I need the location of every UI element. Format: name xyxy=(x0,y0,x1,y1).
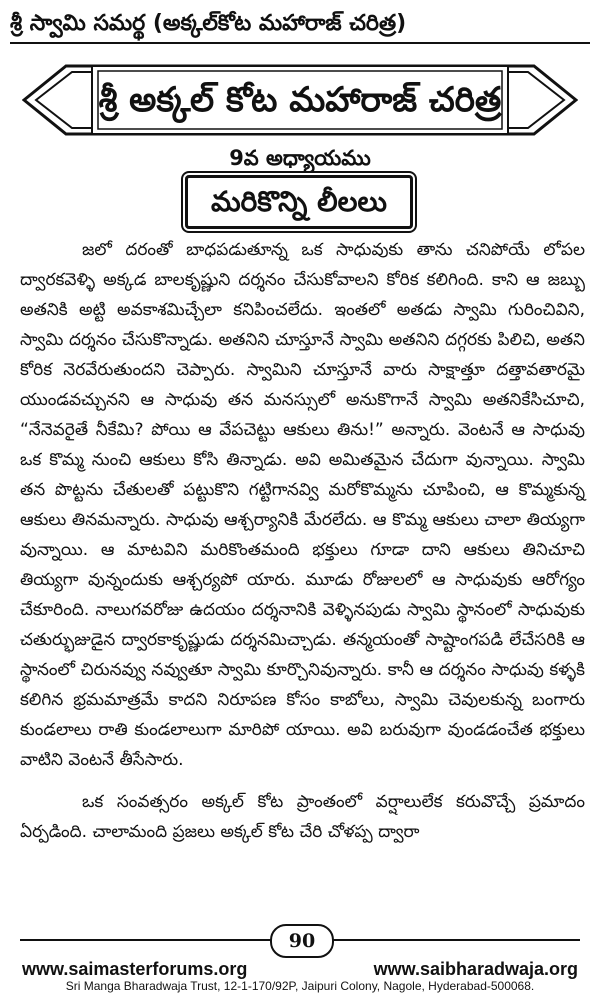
chapter-title-banner xyxy=(22,60,578,140)
footer-link-right[interactable]: www.saibharadwaja.org xyxy=(373,959,578,979)
paragraph-2: ఒక సంవత్సరం అక్కల్ కోట ప్రాంతంలో వర్షాలులేక కరువొచ్చే ప్రమాదం ఏర్పడింది. చాలామంది ప్రజలు అక్కల్ కోట చేరి చోళప్ప ద్వారా xyxy=(20,792,585,842)
chapter-subtitle: మరికొన్ని లీలలు xyxy=(185,175,413,229)
running-header xyxy=(10,8,590,44)
footer-links xyxy=(22,958,578,980)
footer-address: Sri Manga Bharadwaja Trust, 12-1-170/92P, Jaipuri Colony, Nagole, Hyderabad-500068. xyxy=(65,979,535,993)
running-header-title: శ్రీ స్వామి సమర్థ (అక్కల్‌కోట మహారాజ్ చరిత్ర) xyxy=(10,11,407,36)
chapter-number: 9వ అధ్యాయము xyxy=(229,146,371,170)
page-number: 90 xyxy=(270,924,334,958)
paragraph-1: జలో దరంతో బాధపడుతూన్న ఒక సాధువుకు తాను చనిపోయే లోపల ద్వారకవెళ్ళి అక్కడ బాలకృష్ణుని దర్శనం చేసుకోవాలని కోరిక కలిగింది. కాని ఆ జబ్బు అతనికి అట్టి అవకాశమిచ్చేలా కనిపించలేదు. ఇంతలో అతడు స్వామి గురించివిని, స్వామి దర్శనం చేసుకొన్నాడు. అతనిని చూస్తూనే స్వామి అతనిని దగ్గరకు పిలిచి, అతని కోరిక నెరవేరుతుందని చెప్పారు. స్వామిని చూస్తూనే వారు సాక్షాత్తూ దత్తావతారమై యుండవచ్చునని ఆ సాధువు తన మనస్సులో అనుకొగానే స్వామి అతనికేసిచూచి, “నేనెవరైతే నీకేమి? పోయి ఆ వేపచెట్టు ఆకులు తిను!” అన్నారు. వెంటనే ఆ సాధువు ఒక కొమ్మ నుంచి ఆకులు కోసి తిన్నాడు. అవి అమితమైన చేదుగా వున్నాయి. స్వామి తన పొట్టను చేతులతో పట్టుకొని గట్టిగానవ్వి మరోకొమ్మను చూపించి, ఆ కొమ్మకున్న ఆకులు తినమన్నారు. సాధువు ఆశ్చర్యానికి మేరలేదు. ఆ కొమ్మ ఆకులు చాలా తియ్యగా వున్నాయి. ఆ మాటవిని మరికొంతమంది భక్తులు గూడా దాని ఆకులు తినిచూచి తియ్యగా వున్నందుకు ఆశ్చర్యపో యారు. మూడు రోజులలో ఆ సాధువుకు ఆరోగ్యం చేకూరింది. నాలుగవరోజు ఉదయం దర్శనానికి వెళ్ళినపుడు స్వామి స్థానంలో సాధువుకు చతుర్భుజుడైన ద్వారకాకృష్ణుడు దర్శనమిచ్చాడు. తన్మయంతో సాష్టాంగపడి లేచేసరికి ఆ స్థానంలో చిరునవ్వు నవ్వుతూ స్వామి కూర్చొనివున్నారు. కానీ ఆ దర్శనం సాధువు కళ్ళకి కలిగిన భ్రమమాత్రమే కాదని నిరూపణ కోసం కాబోలు, స్వామి చెవులకున్న బంగారు కుండలాలు రాతి కుండలాలుగా మారిపో యాయి. అవి బరువుగా వుండడంచేత భక్తులు వాటిని వెంటనే తీసేసారు. xyxy=(20,240,585,770)
chapter-title: శ్రీ అక్కల్ కోట మహారాజ్ చరిత్ర xyxy=(98,80,502,120)
body-text xyxy=(20,235,585,847)
page-number-bar xyxy=(0,924,600,956)
footer-link-left[interactable]: www.saimasterforums.org xyxy=(22,959,248,979)
